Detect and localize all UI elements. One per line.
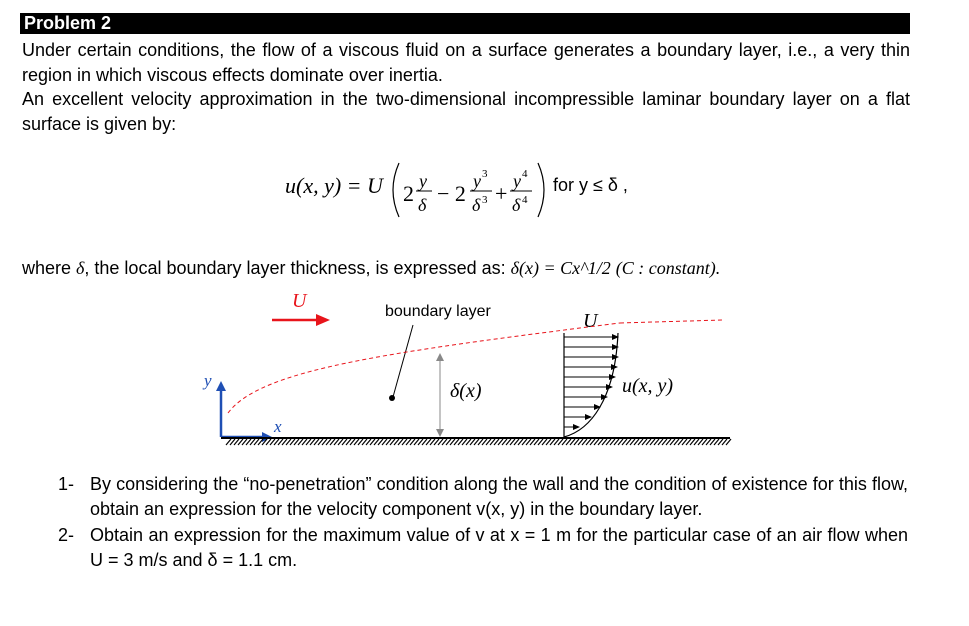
y-axis-label: y xyxy=(204,371,212,390)
svg-text:δ: δ xyxy=(512,195,521,215)
velocity-profile xyxy=(564,333,618,437)
boundary-layer-label: boundary layer xyxy=(385,303,491,320)
svg-text:y: y xyxy=(473,171,481,191)
svg-text:2: 2 xyxy=(403,181,414,206)
svg-text:δ: δ xyxy=(418,195,427,215)
delta-symbol: δ xyxy=(76,258,85,278)
wall-hatching xyxy=(226,439,731,445)
svg-text:3: 3 xyxy=(482,168,488,180)
equation-condition: for y ≤ δ , xyxy=(553,175,628,195)
x-axis-label: x xyxy=(274,417,282,436)
constant-note: (C : constant). xyxy=(615,258,721,278)
thickness-formula: δ(x) = Cx^1/2 xyxy=(510,258,611,278)
question-2 xyxy=(58,523,908,573)
intro-paragraph-1: Under certain conditions, the flow of a viscous fluid on a surface generates a boundary layer, i.e., a very thin region in which viscous effects dominate over inertia. xyxy=(22,40,910,85)
svg-text:3: 3 xyxy=(482,194,488,206)
intro-text xyxy=(22,38,910,136)
flow-arrow-head xyxy=(316,314,330,326)
profile-arrows xyxy=(564,337,615,427)
question-2-number: 2- xyxy=(58,525,75,545)
velocity-equation xyxy=(285,155,685,225)
where-text-2: , the local boundary layer thickness, is expressed as: xyxy=(84,258,511,278)
velocity-function-label: u(x, y) xyxy=(622,375,674,397)
svg-text:y: y xyxy=(419,171,427,191)
question-1-number: 1- xyxy=(58,474,75,494)
boundary-layer-diagram xyxy=(0,285,969,460)
thickness-definition xyxy=(22,258,720,279)
svg-text:− 2: − 2 xyxy=(437,181,466,206)
flow-velocity-label: U xyxy=(292,290,307,312)
freestream-edge xyxy=(620,320,722,323)
leader-line xyxy=(393,325,413,397)
where-text-1: where xyxy=(22,258,77,278)
problem-title: Problem 2 xyxy=(20,13,910,34)
freestream-label: U xyxy=(583,310,598,332)
leader-dot xyxy=(389,395,395,401)
svg-text:+: + xyxy=(495,181,508,206)
svg-text:y: y xyxy=(513,171,521,191)
svg-text:4: 4 xyxy=(522,194,528,206)
boundary-layer-edge xyxy=(228,323,620,413)
thickness-label: δ(x) xyxy=(450,380,482,402)
question-1 xyxy=(58,472,908,522)
svg-text:δ: δ xyxy=(472,195,481,215)
question-1-text: By considering the “no-penetration” condition along the wall and the condition of existence for this flow, obtain an expression for the velocity component v(x, y) in the boundary layer. xyxy=(90,474,908,519)
equation-lhs: u(x, y) = U xyxy=(285,173,383,198)
svg-text:4: 4 xyxy=(522,168,528,180)
question-list xyxy=(58,472,908,574)
question-2-text: Obtain an expression for the maximum value of v at x = 1 m for the particular case of an air flow when U = 3 m/s and δ = 1.1 cm. xyxy=(90,525,908,570)
intro-paragraph-2: An excellent velocity approximation in the two-dimensional incompressible laminar boundary layer on a flat surface is given by: xyxy=(22,89,910,134)
